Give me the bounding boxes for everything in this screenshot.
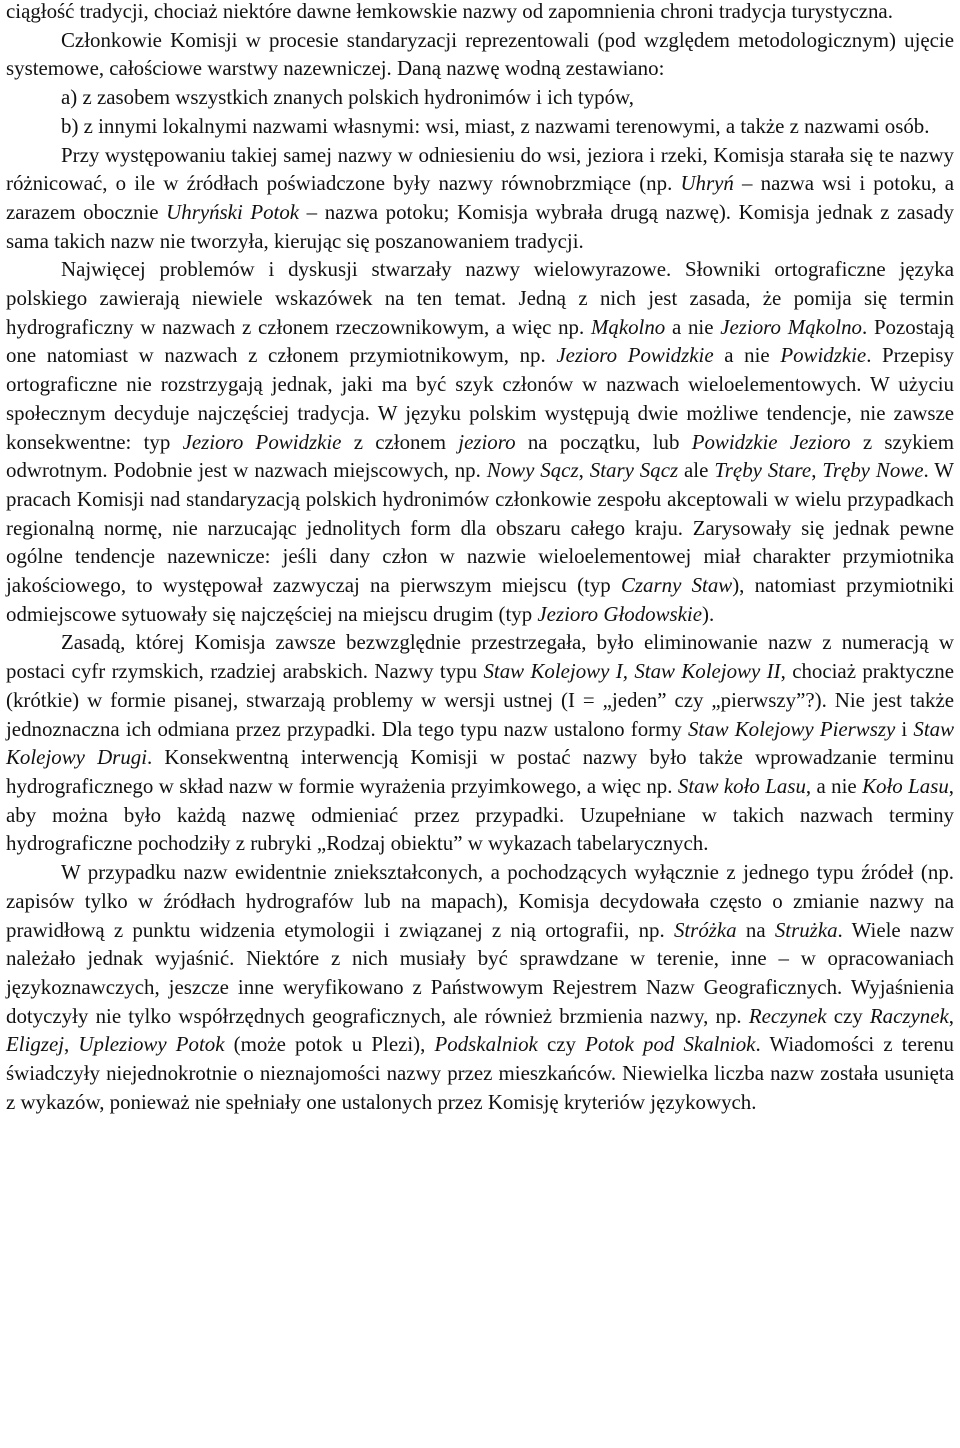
example-name: Strużka [774,917,838,942]
example-name: Czarny Staw [620,573,733,598]
text-run: , [578,458,590,483]
example-name: Reczynek [748,1003,827,1028]
text-run: . Wiadomości z terenu świadczyły niejednokrotnie o nieznajomości nazwy przez mieszkańców. Niewielka liczba nazw została usunięta z wykazów, ponieważ nie spełniały one ustalonych przez Komisję kryteriów językowych. [6,1032,955,1114]
example-name: Potok pod Skalniok [585,1032,756,1057]
example-name: Staw Kolejowy Pierwszy [687,716,896,741]
example-name: Jezioro Głodowskie [537,601,702,626]
text-run: , [948,1003,955,1028]
paragraph-same-names [6,141,954,256]
text-run: i [895,716,914,741]
text-run: ), natomiast przymiotniki odmiejscowe sytuowały się najczęściej na miejscu drugim (typ [6,573,954,626]
example-name: Uhryń [680,171,734,196]
example-name: Jezioro Powidzkie [182,429,342,454]
text-run: a nie [665,314,721,339]
example-name: Nowy Sącz [486,458,579,483]
text-run: (może potok u Plezi), [224,1032,435,1057]
paragraph-standardization: Członkowie Komisji w procesie standaryzacji reprezentowali (pod względem metodologicznym) ujęcie systemowe, całościowe warstwy nazewniczej. Daną nazwę wodną zestawiano: [6,27,954,81]
example-name: Stary Sącz [589,458,679,483]
example-name: Raczynek [869,1003,949,1028]
text-run: . Przepisy ortograficzne nie rozstrzygają jednak, jaki ma być szyk członów w nazwach wieloelementowych. W użyciu społecznym decyduje najczęściej tradycja. W języku polskim występują dwie możliwe tendencje, nie zawsze konsekwentne: typ [6,343,954,454]
example-name: Staw Kolejowy I, Staw Kolejowy II [483,659,781,684]
text-run: W przypadku nazw ewidentnie zniekształconych, a pochodzących wyłącznie z jednego typu źródeł (np. zapisów tylko w źródłach hydrografów lub na mapach), Komisja decydowała często o zmianie nazwy na prawidłową z punktu widzenia etymologii i związanej z nią ortografii, np. [6,860,954,942]
paragraph-multiword-names [6,255,954,628]
example-name: Tręby Stare [714,458,812,483]
example-name: Eligzej [6,1032,65,1057]
text-run: . Konsekwentną interwencją Komisji w postać nazwy było także wprowadzanie terminu hydrograficznego w skład nazw w formie wyrażenia przyimkowego, a więc np. [6,745,954,798]
example-name: Jezioro Mąkolno [720,314,862,339]
text-run: czy [826,1003,870,1028]
paragraph-continuation: ciągłość tradycji, chociaż niektóre dawne łemkowskie nazwy od zapomnienia chroni tradycja turystyczna. [6,0,893,23]
text-run: , aby można było każdą nazwę odmieniać przez przypadki. Uzupełniane w takich nazwach terminy hydrograficzne pochodziły z rubryki „Rodzaj obiektu” w wykazach tabelarycznych. [6,773,955,856]
example-name: Tręby Nowe [822,458,924,483]
example-name: Jezioro Powidzkie [556,343,714,368]
text-run: . Pozostają one natomiast w nazwach z członem przymiotnikowym, np. [6,314,955,368]
text-run: Najwięcej problemów i dyskusji stwarzały nazwy wielowyrazowe. Słowniki ortograficzne języka polskiego zawierają niewiele wskazówek na ten temat. Jedną z nich jest zasada, że pomija się termin hydrograficzny w nazwach z członem rzeczownikowym, a więc np. [6,257,954,339]
text-run: czy [537,1032,586,1057]
text-run: , [811,458,823,483]
example-name: Powidzkie Jezioro [691,429,851,454]
text-run: Zasadą, której Komisja zawsze bezwzględnie przestrzegała, było eliminowanie nazw z numeracją w postaci cyfr rzymskich, rzadziej arabskich. Nazwy typu [6,630,954,684]
text-run: . W pracach Komisji nad standaryzacją polskich hydronimów członkowie zespołu akceptowali w wielu przypadkach regionalną normę, nie narzucając jednolitych form dla obszaru całego kraju. Zarysowały się jednak pewne ogólne tendencje nazewnicze: jeśli dany człon w nazwie wieloelementowej miał charakter przymiotnika jakościowego, to występował zazwyczaj na pierwszym miejscu (typ [6,458,954,598]
example-name: Podskalniok [434,1032,538,1057]
text-run: . Wiele nazw należało jednak wyjaśnić. Niektóre z nich musiały być sprawdzane w terenie, inne – w opracowaniach językoznawczych, jeszcze inne weryfikowano z Państwowym Rejestrem Nazw Geograficznych. Wyjaśnienia dotyczyły nie tylko współrzędnych geograficznych, ale również brzmienia nazwy, np. [6,917,955,1028]
example-name: Koło Lasu [862,773,949,798]
example-name: Powidzkie [780,343,867,368]
example-name: Staw Kolejowy Drugi [6,716,955,770]
paragraph-distorted-names [6,858,954,1116]
example-name: Uhryński Potok [166,199,300,224]
text-run: ). [702,601,715,626]
text-run: Przy występowaniu takiej samej nazwy w odniesieniu do wsi, jeziora i rzeki, Komisja starała się te nazwy różnicować, o ile w źródłach poświadczone były nazwy równobrzmiące (np. [6,142,954,196]
text-run: – nazwa wsi i potoku, a zarazem obocznie [6,171,954,224]
example-name: Staw koło Lasu [677,773,806,798]
text-run: na początku, lub [515,429,692,454]
text-run: , a nie [805,773,863,798]
text-run: na [736,917,775,942]
text-run: – nazwa potoku; Komisja wybrała drugą nazwę). Komisja jednak z zasady sama takich nazw nie tworzyła, kierując się poszanowaniem tradycji. [6,199,954,253]
text-run: ale [678,458,715,483]
text-run: a nie [713,343,781,368]
text-run: , chociaż praktyczne (krótkie) w formie pisanej, stwarzają problemy w wersji ustnej (I = „jeden” czy „pierwszy”?). Nie jest także jednoznaczna ich odmiana przez przypadki. Dla tego typu nazw ustalono formy [6,659,954,741]
example-name: Mąkolno [590,314,666,339]
list-item-a: a) z zasobem wszystkich znanych polskich hydronimów i ich typów, [61,85,635,110]
text-run: z szykiem odwrotnym. Podobnie jest w nazwach miejscowych, np. [6,429,954,483]
example-name: Upleziowy Potok [78,1032,225,1057]
text-run: z członem [341,429,459,454]
text-run: , [64,1032,79,1057]
paragraph-numeration [6,628,954,858]
example-name: jezioro [458,429,516,454]
example-name: Stróżka [673,917,737,942]
list-item-b: b) z innymi lokalnymi nazwami własnymi: wsi, miast, z nazwami terenowymi, a także z nazwami osób. [61,113,930,138]
